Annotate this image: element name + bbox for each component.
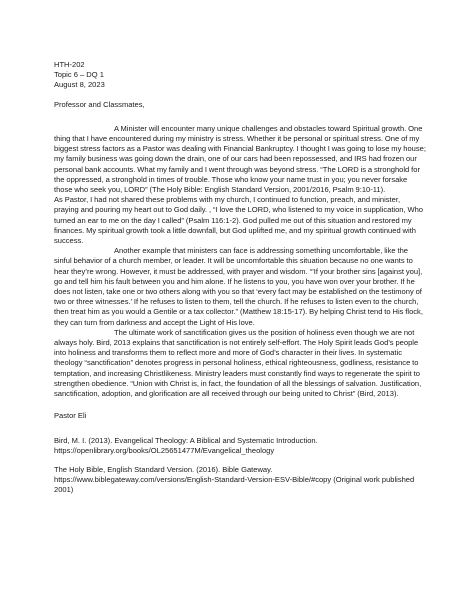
body-paragraph-3: Another example that ministers can face is addressing something uncomfortable, like the sinful behavior of a church member, or leader. It will be uncomfortable this situation because no one wants to hear they’re wrong. However, it must be addressed, with prayer and wisdom. “’If your brother sins [against you], go and tell him his fault between you and him alone. If he listens to you, you have won over your brother. If he does not listen, take one or two others along with you so that ‘every fact may be established on the testimony of two or three witnesses.’ If he refuses to listen to them, tell the church. If he refuses to listen even to the church, then treat him as you would a Gentile or a tax collector.” (Matthew 18:15-17). By helping Christ tend to His flock, they can turn from darkness and accept the Light of His love. bbox=[54, 246, 423, 327]
signoff: Pastor Eli bbox=[54, 411, 87, 421]
course-code: HTH-202 bbox=[54, 60, 85, 69]
body-paragraph-2: As Pastor, I had not shared these problems with my church, I continued to function, preach, and minister, praying and pouring my heart out to God daily. , “I love the LORD, who listened to my voice in supplication, Who turned an ear to me on the day I called” (Psalm 116:1-2). God pulled me out of this situation and restored my finances. My spiritual growth took a little downfall, but God uplifted me, and my spiritual growth continued with success. bbox=[54, 195, 424, 246]
body-paragraph-1: A Minister will encounter many unique challenges and obstacles toward Spiritual growth. One thing that I have encountered during my ministry is stress. Whether it be personal or spiritual stress. One of my biggest stress factors as a Pastor was dealing with Financial Bankruptcy. I thought I was going to lose my house; my family business was going down the drain, one of our cars had been repossessed, and IRS had frozen our personal bank accounts. What my family and I went through was beyond stress. “The LORD is a stronghold for the oppressed, a stronghold in times of trouble. Those who know your name trust in you; you never forsake those who seek you, LORD” (The Holy Bible: English Standard Version, 2001/2016, Psalm 9:10-11). bbox=[54, 123, 426, 195]
date-label: August 8, 2023 bbox=[54, 80, 105, 90]
reference-bird: Bird, M. I. (2013). Evangelical Theology: A Biblical and Systematic Introduction. https://openlibrary.org/books/OL25651477M/Evangelical_theology bbox=[54, 435, 318, 455]
topic-label: Topic 6 – DQ 1 bbox=[54, 70, 104, 80]
document-content bbox=[54, 60, 426, 505]
body-paragraph-4: The ultimate work of sanctification gives us the position of holiness even though we are not always holy. Bird, 2013 explains that sanctification is not entirely self-effort. The Holy Spirit leads God’s people into holiness and transforms them to reflect more and more of God’s character in their lives. In systematic theology “sanctification” denotes progress in personal holiness, ethical righteousness, godliness, resistance to temptation, and increasing Christlikeness. Ministry leaders must constantly find ways to regenerate the spirit to strengthen obedience. “Union with Christ is, in fact, the foundation of all the blessings of salvation. Justification, sanctification, adoption, and glorification are all received through our being united to Christ” (Bird, 2013). bbox=[54, 327, 422, 399]
reference-bible: The Holy Bible, English Standard Version. (2016). Bible Gateway. https://www.biblegateway.com/versions/English-Standard-Version-ESV-Bible/#copy (Original work published 2001) bbox=[54, 464, 415, 495]
salutation: Professor and Classmates, bbox=[54, 99, 145, 109]
